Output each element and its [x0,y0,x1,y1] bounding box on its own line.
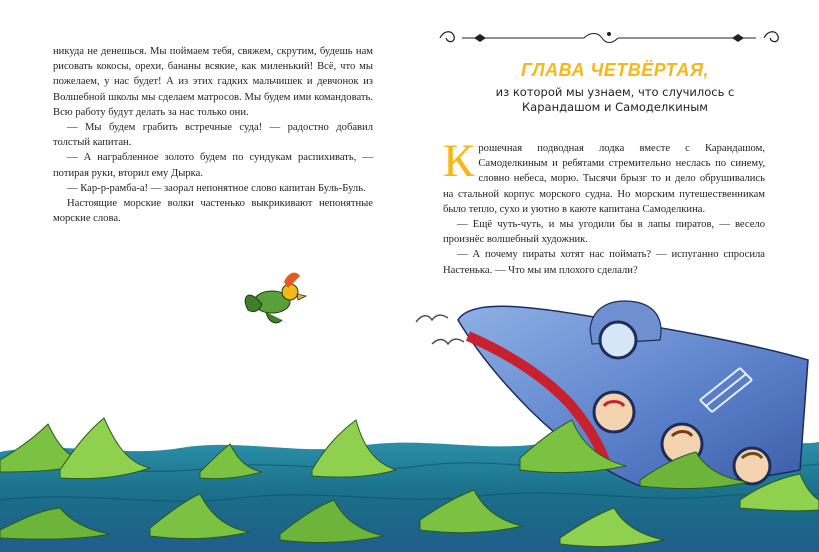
paragraph: — А почему пираты хотят нас поймать? — испуганно спросила Настенька. — Что мы им плохого сделали? [443,249,765,276]
paragraph: — Ещё чуть-чуть, и мы угодили бы в лапы пиратов, — весело произнёс волшебный художник. [443,219,765,246]
dropcap: К [443,135,475,187]
chapter-subtitle: из которой мы узнаем, что случилось с Карандашом и Самоделкиным [495,85,735,114]
paragraph [443,135,765,217]
paragraph: Настоящие морские волки частенько выкрикивают непонятные морские слова. [53,198,373,225]
chapter-title: ГЛАВА ЧЕТВЁРТАЯ, [521,60,709,80]
paragraph: — А награбленное золото будем по сундукам распихивать, — потирая руки, вторил ему Дырка. [53,152,373,179]
ornament-divider-icon [434,28,784,48]
paragraph-text: рошечная подводная лодка вместе с Карандашом, Самоделкиным и ребятами стремительно неслась по синему, словно небеса, морю. Тысячи брызг то и дело обрушивались на стальной корпус морского судна. Но морским путешественникам было тепло, сухо и уютно в каюте капитана Самоделкина. [443,143,765,215]
paragraph: — Кар-р-рамба-а! — заорал непонятное слово капитан Буль-Буль. [67,182,366,194]
right-page-text [443,135,765,278]
paragraph: никуда не денешься. Мы поймаем тебя, свяжем, скрутим, будешь нам рисовать кокосы, орехи, бананы всякие, как миленький! Всё, что мы пожелаем, у нас будет! А из этих гадких мальчишек и девчонок из Волшебной школы мы сделаем матросов. Мы будем ими командовать. Всю работу будут делать за нас только они. [53,46,373,118]
left-page-text [53,44,373,226]
right-page [410,0,819,552]
paragraph: — Мы будем грабить встречные суда! — радостно добавил толстый капитан. [53,122,373,149]
